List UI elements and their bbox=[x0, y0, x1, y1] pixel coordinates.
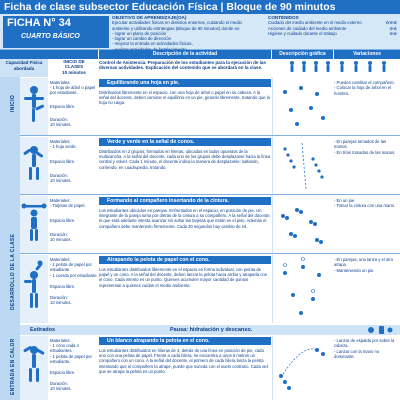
activity-variants: - En parejas tomados de las manos. - En tríos tomados de las manos. bbox=[334, 139, 396, 155]
target-throw-icon bbox=[273, 336, 333, 400]
column-header-blank bbox=[0, 50, 98, 59]
activity-graphic bbox=[272, 137, 332, 194]
contents-title: CONTENIDOS bbox=[268, 15, 299, 20]
figure-cell bbox=[20, 78, 48, 135]
ficha-number: FICHA N° 34 bbox=[7, 17, 71, 29]
space-text: Espacio libre. bbox=[50, 218, 76, 224]
materials-cell bbox=[50, 139, 98, 183]
objectives bbox=[112, 15, 262, 49]
activity-graphic bbox=[272, 78, 332, 135]
activity-variants: - Lanzar de espalda por sobre la cabeza. - Lanzar con la mano no dominante. bbox=[334, 338, 395, 359]
activity-variants: - En parejas, una lanza y el otro atrapa. - Manteniendo un pie. bbox=[334, 257, 394, 273]
space-text: Espacio libre. bbox=[50, 283, 76, 289]
objective-line: Ejecutar actividades físicas en distintos entornos, cuidando el medio bbox=[112, 20, 242, 26]
duration-text: Duración: 10 minutos. bbox=[50, 381, 72, 392]
capacity-label: Capacidad Física abordada bbox=[0, 59, 48, 77]
figure-cell bbox=[20, 255, 48, 323]
column-header-graphic: Descripción gráfica bbox=[272, 50, 333, 59]
materials-text: Materiales: - 1 hoja de árbol o papel por estudiante. bbox=[50, 80, 96, 96]
intro-illustration bbox=[272, 59, 400, 77]
figure-cell bbox=[20, 336, 48, 400]
activity-title: Un blanco atrapando la pelota en el cono. bbox=[99, 337, 271, 345]
row-divider bbox=[20, 135, 400, 136]
jumping-figure-icon bbox=[20, 137, 48, 194]
side-label-text: INICIO bbox=[10, 94, 16, 112]
scattered-players-icon bbox=[273, 78, 333, 135]
activity-title: Equilibrando una hoja en pie. bbox=[99, 79, 271, 87]
content-text: Cuidado del medio ambiente en el medio externo bbox=[268, 20, 362, 26]
children-group-icon bbox=[272, 59, 400, 77]
materials-cell bbox=[50, 338, 98, 392]
content-stars: ☆☆☆ bbox=[385, 20, 397, 26]
objective-line: ambiente y utilizando estrategias (Bloque de 90 minutos) donde se: bbox=[112, 25, 241, 31]
space-text: Espacio libre. bbox=[50, 103, 76, 109]
intro-text: Control de Asistencia. Preparación de los estudiantes para la ejecución de las diversas actividades. Explicación del contenido que se abordará en la clase. bbox=[99, 60, 266, 71]
materials-text: Materiales: - 1 pelota de papel por estudiante. - 1 cuerda por estudiante. bbox=[50, 257, 98, 278]
activity-description: Los estudiantes distribuidos libremente en el espacio en forma individual, con pelota de papel y un cono. A la señal del docente, deben lanzar la pelota hacia arriba y atraparla con el cono. Cada intento es un punto. Quienes acumulen mayor cantidad de puntos representan a quienes cuidan el medio ambiente. bbox=[99, 267, 268, 288]
page-header: Ficha de clase subsector Educación Física | Bloque de 90 minutos bbox=[0, 0, 400, 14]
content-text: Higiene y cuidado durante el trabajo bbox=[268, 31, 337, 37]
pause-label: Estirados bbox=[30, 327, 56, 333]
activity-variants: - Pueden cambiar el compañero. - Colocar la hoja de árbol en el hombro. bbox=[334, 80, 395, 96]
space-text: Espacio libre. bbox=[50, 370, 76, 376]
materials-text: Materiales: - 1 hoja verde. bbox=[50, 139, 77, 150]
figure-cell bbox=[20, 196, 48, 253]
materials-cell bbox=[50, 257, 98, 305]
row-divider bbox=[20, 194, 400, 195]
duration-text: Duración: 10 minutos. bbox=[50, 116, 72, 128]
lifting-figure-icon bbox=[20, 196, 48, 253]
materials-cell bbox=[50, 80, 98, 127]
objective-line: - lograr un cambio de dirección bbox=[112, 36, 171, 42]
column-header-activity: Descripción de la actividad bbox=[99, 50, 271, 59]
activity-description: Distribuidos en 2 grupos, formados en hileras, ubicados en lados opuestos de la multicancha. A la señal del docente, cada uno de los grupos debe desplazarse hacia la línea central y volver. Cada 1 minuto, el docente indica la manera de desplazarse: saltando, corriendo, en cuadrupedia, trotando. bbox=[99, 149, 271, 170]
content-stars: ☆☆ bbox=[389, 25, 397, 31]
activity-description: Los estudiantes ubicados en parejas. Enfrentados en el espacio, en posición de pie. Un integrante de la pareja toma por detrás de la cintura a su compañero. A la señal del docente, el que está adelante intenta avanzar sin soltar las tarjetas que están en el piso. Además el compañero debe mantenerlo firmemente. Cada 30 segundos hay cambio de rol. bbox=[99, 208, 271, 229]
activity-variants: - En un pie. - Tomar la cintura con una mano. bbox=[334, 198, 396, 209]
duration-text: Duración: 10 minutos. bbox=[50, 231, 72, 242]
activity-graphic bbox=[272, 336, 332, 400]
rows-facing-icon bbox=[273, 137, 333, 194]
objective-line: - mejorar la entrada en actividades físicas, bbox=[112, 41, 193, 47]
activity-description: Los estudiantes distribuidos en hileras de 4, detrás de una línea en posición de pie, cada uno con una pelota de papel. Frente a cada hilera, se encuentra a unos 5 metros un compañero con un cono. A la señal del docente, el primero de cada hilera lanza la pelota intentando que el compañero la atrape, puede que suceda con el suelo contrario. Cada vez que se atrapa la pelota es un punto. bbox=[99, 348, 269, 374]
inicio-block bbox=[50, 59, 98, 75]
column-header-variants: Variaciones bbox=[334, 50, 400, 59]
objective-line: - lograr un plano de posición bbox=[112, 30, 167, 36]
materials-text: Materiales: - 1 cono cada 4 estudiantes. - 1 pelota de papel por estudiante. bbox=[50, 338, 92, 364]
ficha-box bbox=[3, 16, 109, 48]
content-stars: ☆☆ bbox=[389, 31, 397, 37]
content-line bbox=[268, 31, 400, 36]
activity-graphic bbox=[272, 196, 332, 253]
water-glass-icon bbox=[365, 325, 395, 335]
balance-figure-icon bbox=[20, 78, 48, 135]
pause-text: Pausa: hidratación y descanso. bbox=[170, 327, 253, 333]
ball-toss-icon bbox=[273, 255, 333, 323]
inicio-line: CLASES bbox=[64, 64, 84, 70]
duration-text: Duración: 10 minutos. bbox=[50, 295, 72, 306]
materials-cell bbox=[50, 198, 98, 242]
pause-bar bbox=[20, 325, 400, 335]
side-label-text: ENTRADA EN CALOR bbox=[10, 338, 16, 395]
figure-cell bbox=[20, 137, 48, 194]
duration-text: Duración: 10 minutos. bbox=[50, 172, 72, 183]
inicio-line: INICIO DE bbox=[63, 59, 85, 64]
throwing-figure-icon bbox=[20, 255, 48, 323]
catching-figure-icon bbox=[20, 336, 48, 400]
activity-graphic bbox=[272, 255, 332, 323]
activity-title: Atrapando la pelota de papel con el cono. bbox=[99, 256, 271, 264]
lesson-meta bbox=[0, 14, 400, 50]
inicio-line: 10 minutos bbox=[62, 69, 86, 75]
materials-text: Materiales: - Tarjetas de papel. bbox=[50, 198, 86, 209]
activity-title: Verde y verde en la señal de conos. bbox=[99, 138, 271, 146]
activity-title: Formando al compañero insertando de la cintura. bbox=[99, 197, 271, 205]
contents bbox=[268, 15, 400, 37]
pairs-figures-icon bbox=[273, 196, 333, 253]
ficha-course: CUARTO BÁSICO bbox=[21, 33, 80, 40]
side-label-text: DESARROLLO DE LA CLASE bbox=[10, 233, 16, 310]
content-text: Acciones de cuidado del medio ambiente bbox=[268, 25, 347, 31]
activity-description: Distribuidos libremente en el espacio, con una hoja de árbol o papel en su cabeza. A la señal del docente, deben caminar el equilibrio en un pie, girando libremente, tratando que la hoja no caiga. bbox=[99, 90, 270, 106]
objectives-title: OBJETIVO DE APRENDIZAJE(OA) bbox=[112, 15, 187, 20]
row-divider bbox=[20, 253, 400, 254]
space-text: Espacio libre. bbox=[50, 159, 76, 165]
